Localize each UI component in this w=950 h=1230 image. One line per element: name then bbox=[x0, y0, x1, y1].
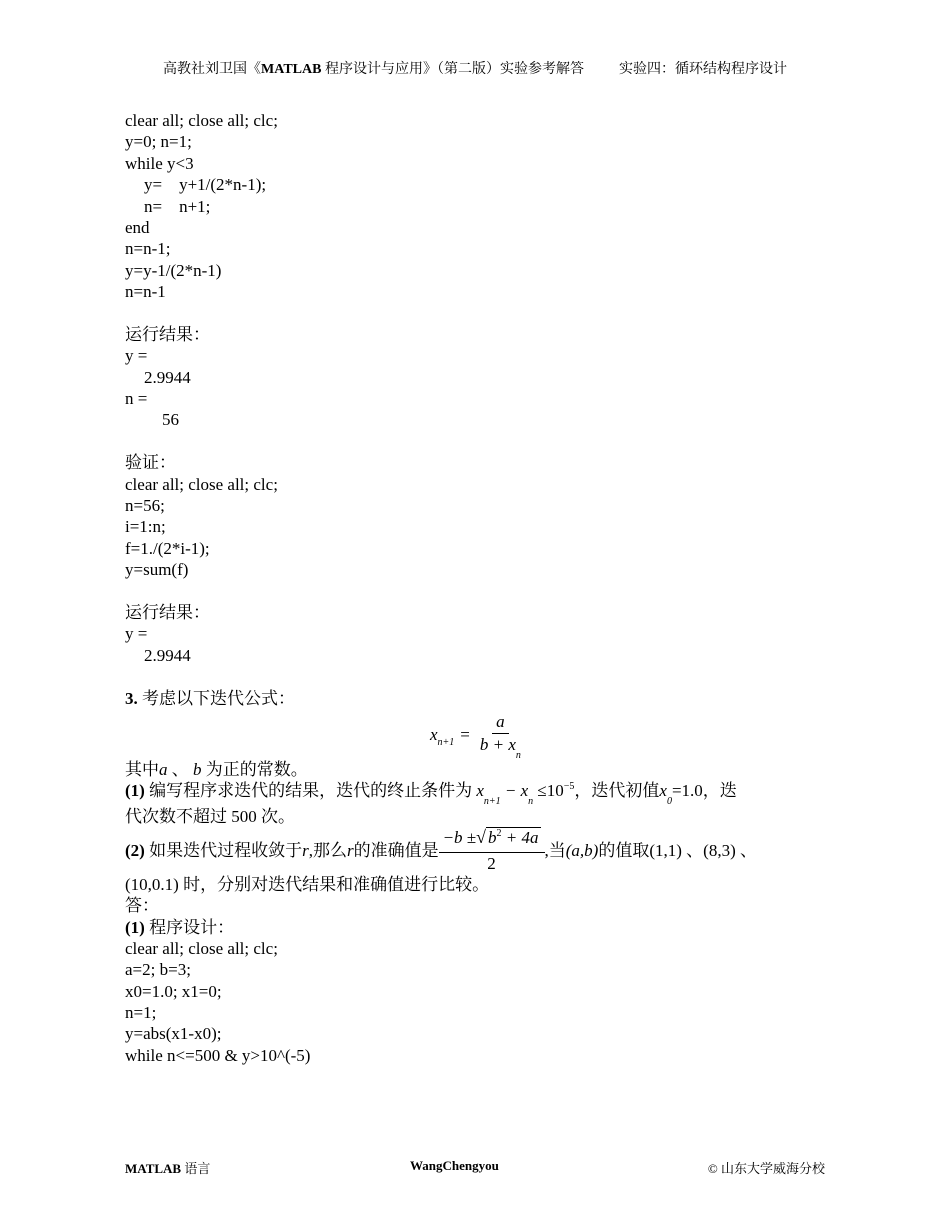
formula-fraction bbox=[476, 711, 525, 761]
code-line: clear all; close all; clc; bbox=[125, 474, 278, 494]
code-line: y=abs(x1-x0); bbox=[125, 1024, 222, 1044]
part2-text-d: ,当 bbox=[544, 841, 566, 861]
formula-denominator: b + x bbox=[479, 734, 516, 754]
part2-text-e: 的值取 bbox=[598, 841, 650, 861]
frac-num-tail: + 4a bbox=[501, 828, 539, 848]
footer-left-tail: 语言 bbox=[181, 1161, 211, 1176]
part2-text-b: ,那么 bbox=[308, 841, 347, 861]
part1-exp: −5 bbox=[563, 781, 575, 793]
part1-cond-sub2: n bbox=[528, 796, 534, 808]
code-line: y=y-1/(2*n-1) bbox=[125, 260, 222, 280]
code-line: while n<=500 & y>10^(-5) bbox=[125, 1045, 311, 1065]
header-left-prefix: 高教社刘卫国《 bbox=[163, 62, 262, 77]
formula-lhs: x bbox=[430, 725, 438, 745]
code-line: clear all; close all; clc; bbox=[125, 111, 278, 130]
code-line: i=1:n; bbox=[125, 517, 166, 537]
page-header bbox=[0, 58, 950, 78]
code-line: n= n+1; bbox=[144, 196, 211, 216]
result-y-label: y = bbox=[125, 624, 148, 644]
frac-num-a: −b ± bbox=[442, 828, 477, 848]
part1-x0-sub: 0 bbox=[666, 796, 672, 808]
part1-text-a: 编写程序求迭代的结果，迭代的终止条件为 bbox=[149, 781, 473, 801]
code-line: x0=1.0; x1=0; bbox=[125, 981, 222, 1001]
result-y-label: y = bbox=[125, 346, 148, 366]
part2-number: (2) bbox=[125, 841, 145, 861]
iteration-formula: x n+1 = $\frac{a}{b + x_n}$ bbox=[125, 709, 825, 759]
design-heading bbox=[125, 917, 825, 938]
code-line: n=1; bbox=[125, 1003, 157, 1023]
formula-den-sub: n bbox=[515, 749, 521, 761]
question-heading bbox=[125, 688, 825, 709]
header-book-bold: MATLAB bbox=[261, 62, 322, 77]
part2-line1 bbox=[125, 828, 825, 874]
part2-line2: (10,0.1) 时，分别对迭代结果和准确值进行比较。 bbox=[125, 874, 490, 894]
result-n-label: n = bbox=[125, 389, 148, 409]
code-line: n=n-1; bbox=[125, 239, 171, 259]
formula-lhs-sub: n+1 bbox=[437, 737, 455, 749]
footer-right: © 山东大学威海分校 bbox=[707, 1161, 825, 1176]
part1-text-c: ，迭 bbox=[702, 781, 737, 801]
question-number: 3. bbox=[125, 688, 138, 708]
code-line: f=1./(2*i-1); bbox=[125, 538, 210, 558]
code-line: y=sum(f) bbox=[125, 560, 189, 580]
where-a: a bbox=[159, 759, 168, 779]
result-n-value: 56 bbox=[162, 410, 179, 430]
frac-num-sup: 2 bbox=[496, 828, 502, 840]
part1-text-b: ，迭代初值 bbox=[574, 781, 660, 801]
result-label: 运行结果： bbox=[125, 602, 210, 622]
where-b: b bbox=[193, 759, 202, 779]
result-y-value: 2.9944 bbox=[144, 645, 191, 665]
page-content bbox=[125, 110, 825, 1066]
part1-number: (1) bbox=[125, 781, 145, 801]
question-text: 考虑以下迭代公式： bbox=[142, 688, 295, 708]
part2-r2: r bbox=[346, 841, 354, 861]
frac-num-b: b bbox=[488, 828, 497, 848]
part2-r: r bbox=[302, 841, 309, 861]
where-sep: 、 bbox=[171, 759, 189, 779]
footer-left-bold: MATLAB bbox=[125, 1161, 182, 1176]
where-text: 其中 bbox=[125, 759, 159, 779]
where-tail: 为正的常数。 bbox=[205, 759, 308, 779]
code-line: a=2; b=3; bbox=[125, 960, 191, 980]
code-line: clear all; close all; clc; bbox=[125, 938, 278, 958]
part2-values: (1,1) 、(8,3) 、 bbox=[649, 841, 757, 861]
header-left-suffix: 程序设计与应用》（第二版）实验参考解答 bbox=[321, 62, 584, 77]
code-line: while y<3 bbox=[125, 153, 194, 173]
part1-line2: 代次数不超过 500 次。 bbox=[125, 807, 295, 827]
formula-numerator: a bbox=[492, 713, 509, 734]
part1-line1 bbox=[125, 780, 825, 806]
design-number: (1) bbox=[125, 917, 145, 937]
verify-label: 验证： bbox=[125, 453, 176, 473]
code-line: y= y+1/(2*n-1); bbox=[144, 175, 267, 195]
code-line: y=0; n=1; bbox=[125, 132, 192, 152]
design-text: 程序设计： bbox=[149, 917, 235, 937]
code-line: end bbox=[125, 217, 150, 237]
part2-ab: (a,b) bbox=[565, 841, 599, 861]
part1-cond-x: x bbox=[476, 781, 484, 801]
code-line: n=56; bbox=[125, 496, 165, 516]
part1-cond-minus: − x bbox=[504, 781, 529, 801]
part1-cond-sub1: n+1 bbox=[483, 796, 501, 808]
part1-le: ≤10 bbox=[537, 781, 564, 801]
result-label: 运行结果： bbox=[125, 324, 210, 344]
part2-text-c: 的准确值是 bbox=[353, 841, 439, 861]
frac-den: 2 bbox=[487, 854, 496, 874]
part2-text-a: 如果迭代过程收敛于 bbox=[149, 841, 303, 861]
result-y-value: 2.9944 bbox=[144, 367, 191, 387]
footer-left bbox=[125, 1158, 210, 1177]
where-line bbox=[125, 759, 825, 780]
part1-x0: x bbox=[659, 781, 667, 801]
answer-label: 答： bbox=[125, 896, 159, 916]
part1-x0-value: =1.0 bbox=[671, 781, 703, 801]
header-right: 实验四：循环结构程序设计 bbox=[618, 62, 787, 77]
exact-value-fraction: $\frac{-b \pm√ b^2 + 4a}{2}$ bbox=[439, 828, 545, 873]
footer-center: WangChengyou bbox=[410, 1158, 499, 1173]
code-line: n=n-1 bbox=[125, 282, 166, 302]
